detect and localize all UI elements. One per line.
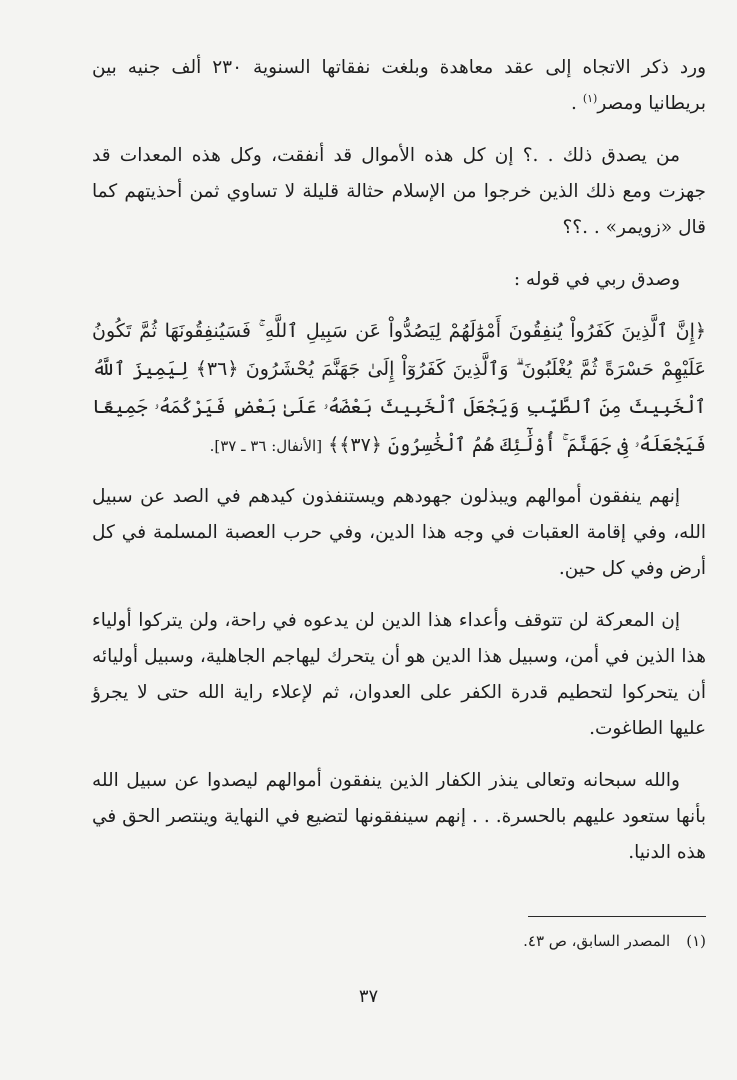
footnote-reference: (١) (582, 91, 598, 105)
footnote-text: المصدر السابق، ص ٤٣. (523, 932, 671, 950)
paragraph-3-intro: وصدق ربي في قوله : (513, 269, 680, 290)
paragraph-4: إنهم ينفقون أموالهم ويبذلون جهودهم ويستنفذون كيدهم في الصد عن سبيل الله، وفي إقامة العقبات في وجه هذا الدين، وفي حرب العصبة المسلمة في كل أرض وفي كل حين. (92, 486, 706, 579)
page-body (92, 50, 706, 887)
paragraph-6: والله سبحانه وتعالى ينذر الكفار الذين ينفقون أموالهم ليصدوا عن سبيل الله بأنها ستعود عليهم بالحسرة. . . إنهم سينفقونها لتضيع في النهاية وينتصر الحق في هذه الدنيا. (92, 770, 706, 863)
quran-reference: [الأنفال: ٣٦ ـ ٣٧]. (209, 437, 323, 455)
quran-verse (92, 312, 706, 465)
page-number: ٣٧ (358, 986, 379, 1007)
paragraph-2: من يصدق ذلك . .؟ إن كل هذه الأموال قد أنفقت، وكل هذه المعدات قد جهزت ومع ذلك الذين خرجوا من الإسلام حثالة قليلة لا تساوي ثمن أحذيتهم كما قال «زويمر» . .؟؟ (92, 145, 706, 238)
footnote-divider (528, 916, 706, 917)
footnote (523, 929, 706, 953)
quran-verse-text: ﴿إِنَّ ٱلَّذِينَ كَفَرُواْ يُنفِقُونَ أَمْوَٰلَهُمْ لِيَصُدُّواْ عَن سَبِيلِ ٱللَّهِ ۚ فَسَيُنفِقُونَهَا ثُمَّ تَكُونُ عَلَيْهِمْ حَسْرَةً ثُمَّ يُغْلَبُونَ ۗ وَٱلَّذِينَ كَفَرُوٓاْ إِلَىٰ جَهَنَّمَ يُحْشَرُونَ ﴿٣٦﴾ لِيَمِيزَ ٱللَّهُ ٱلْخَبِيثَ مِنَ ٱلطَّيِّبِ وَيَجْعَلَ ٱلْخَبِيثَ بَعْضَهُۥ عَلَىٰ بَعْضٍ فَيَرْكُمَهُۥ جَمِيعًا فَيَجْعَلَهُۥ فِى جَهَنَّمَ ۚ أُوْلَٰٓئِكَ هُمُ ٱلْخَٰسِرُونَ ﴿٣٧﴾﴾ (92, 320, 706, 456)
paragraph-1-text: ورد ذكر الاتجاه إلى عقد معاهدة وبلغت نفقاتها السنوية ٢٣٠ ألف جنيه بين بريطانيا ومصر (92, 57, 707, 114)
footnote-mark: (١) (686, 932, 706, 950)
paragraph-1 (92, 50, 706, 122)
paragraph-5: إن المعركة لن تتوقف وأعداء هذا الدين لن يدعوه في راحة، ولن يتركوا أولياء هذا الذين في أمن، وسبيل هذا الدين هو أن يتحرك ليهاجم الجاهلية، وسبيل أوليائه أن يتحركوا لتحطيم قدرة الكفر على العدوان، ثم لإعلاء راية الله حتى لا يجرؤ عليها الطاغوت. (92, 610, 706, 739)
paragraph-1-end: . (571, 93, 583, 114)
